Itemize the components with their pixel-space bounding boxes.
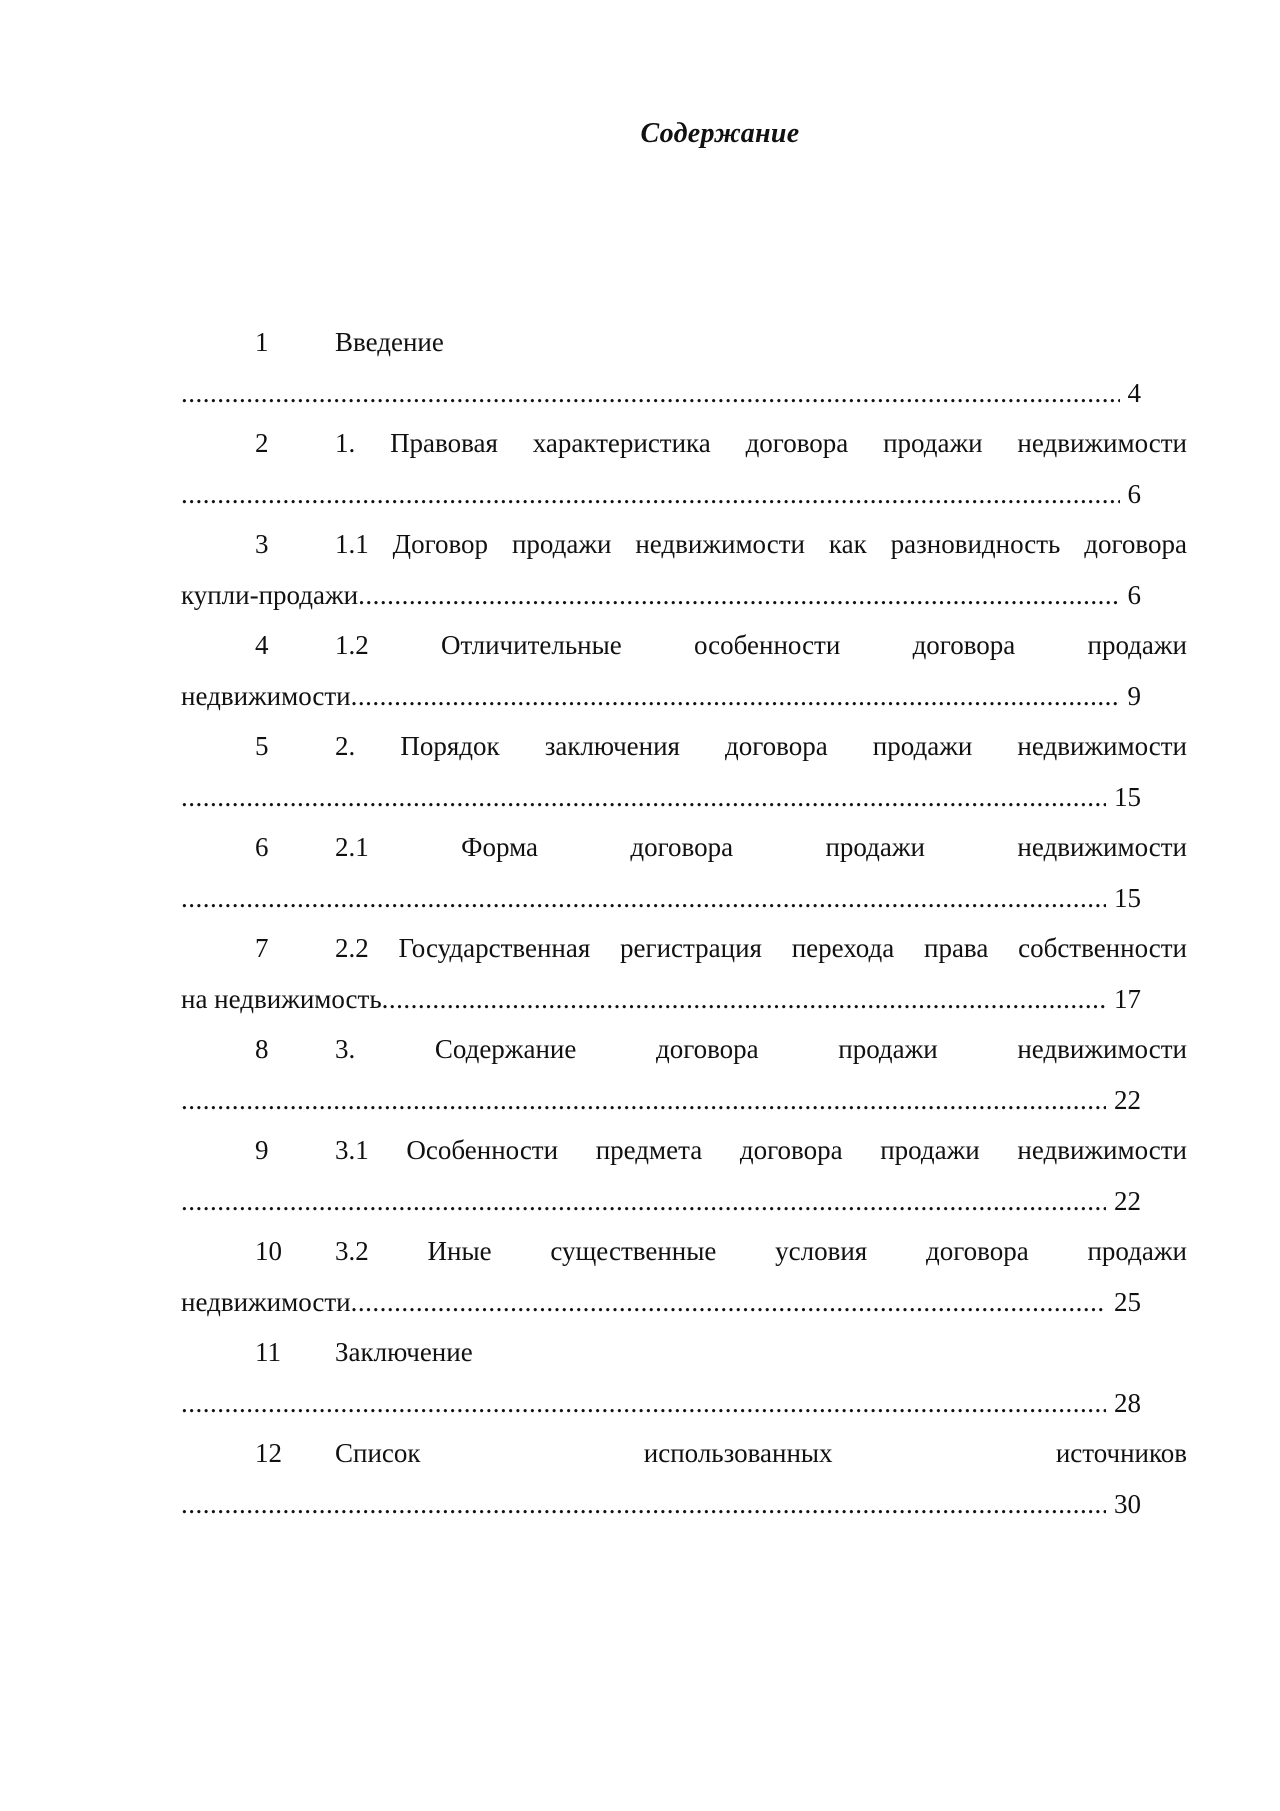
toc-entry-page-number: 9 (1127, 681, 1141, 711)
dot-leader (351, 676, 1120, 726)
toc-entry-heading (335, 423, 1187, 463)
toc-entry-number: 1 (255, 327, 269, 357)
toc-entry-heading (335, 928, 1187, 968)
toc-heading-word: Договор (392, 529, 489, 559)
dot-leader (382, 979, 1106, 1029)
toc-entry-heading (335, 726, 1187, 766)
toc-entry-heading-line (181, 625, 1187, 676)
toc-entry[interactable] (181, 827, 1187, 928)
toc-entry[interactable] (181, 1231, 1187, 1332)
toc-entry[interactable] (181, 1332, 1187, 1433)
toc-heading-word: недвижимости (1017, 731, 1187, 761)
dot-leader (181, 373, 1120, 423)
toc-entry-heading (335, 322, 1187, 362)
toc-entry-heading-line (181, 423, 1187, 474)
toc-heading-word: продажи (883, 428, 983, 458)
toc-heading-word: как (828, 529, 867, 559)
toc-entry[interactable] (181, 726, 1187, 827)
toc-entry-leader-line (181, 979, 1141, 1029)
toc-entry-heading (335, 1433, 1187, 1473)
dot-leader (181, 1181, 1106, 1231)
toc-heading-word: собственности (1018, 933, 1187, 963)
toc-heading-word: недвижимости (635, 529, 805, 559)
toc-entry-page-number: 22 (1114, 1085, 1141, 1115)
toc-entry-continuation: на недвижимость (181, 984, 382, 1014)
toc-entry[interactable] (181, 1433, 1187, 1534)
toc-heading-word: недвижимости (1017, 428, 1187, 458)
toc-entry-page-number: 4 (1127, 378, 1141, 408)
toc-entry-heading (335, 1130, 1187, 1170)
toc-entry-heading-line (181, 928, 1187, 979)
toc-entry-number: 7 (255, 933, 269, 963)
dot-leader (181, 777, 1106, 827)
toc-entry-heading (335, 1332, 1187, 1372)
toc-heading-word: права (924, 933, 989, 963)
toc-entry-heading (335, 524, 1187, 564)
table-of-contents (181, 322, 1187, 1534)
toc-heading-word: продажи (872, 731, 973, 761)
toc-entry-number: 12 (255, 1438, 282, 1468)
toc-heading-word: недвижимости (1017, 1135, 1187, 1165)
toc-entry-heading-line (181, 322, 1187, 373)
toc-entry-number: 4 (255, 630, 269, 660)
toc-heading-word: перехода (791, 933, 895, 963)
toc-heading-word: Введение (335, 327, 444, 357)
toc-entry-heading-line (181, 1029, 1187, 1080)
toc-heading-word: 1.2 (335, 630, 369, 660)
toc-heading-word: Правовая (390, 428, 498, 458)
page-title: Содержание (640, 118, 800, 149)
toc-heading-word: существенные (550, 1236, 717, 1266)
toc-heading-word: 2.2 (335, 933, 369, 963)
toc-entry-heading-line (181, 524, 1187, 575)
toc-heading-word: Форма (461, 832, 538, 862)
toc-entry-page-number: 15 (1114, 883, 1141, 913)
toc-heading-word: предмета (595, 1135, 703, 1165)
toc-heading-word: Заключение (335, 1337, 473, 1367)
toc-entry-heading-line (181, 1231, 1187, 1282)
toc-entry[interactable] (181, 1130, 1187, 1231)
toc-entry[interactable] (181, 322, 1187, 423)
dot-leader (181, 1080, 1106, 1130)
toc-heading-word: недвижимости (1017, 832, 1187, 862)
toc-entry-leader-line (181, 373, 1141, 423)
toc-entry-number: 6 (255, 832, 269, 862)
toc-heading-word: продажи (1087, 630, 1187, 660)
toc-heading-word: договора (745, 428, 849, 458)
toc-entry-heading (335, 1029, 1187, 1069)
toc-entry-heading (335, 625, 1187, 665)
toc-entry-page-number: 6 (1127, 580, 1141, 610)
toc-entry-heading-line (181, 1332, 1187, 1383)
toc-heading-word: использованных (643, 1438, 833, 1468)
toc-heading-word: договора (1084, 529, 1187, 559)
toc-entry-leader-line (181, 474, 1141, 524)
toc-entry-leader-line (181, 575, 1141, 625)
toc-heading-word: 2.1 (335, 832, 369, 862)
toc-entry[interactable] (181, 423, 1187, 524)
toc-heading-word: Государственная (398, 933, 591, 963)
toc-entry-leader-line (181, 878, 1141, 928)
toc-entry[interactable] (181, 1029, 1187, 1130)
dot-leader (181, 878, 1106, 928)
toc-entry-leader-line (181, 1282, 1141, 1332)
toc-entry-number: 8 (255, 1034, 269, 1064)
toc-heading-word: продажи (1087, 1236, 1187, 1266)
toc-heading-word: 2. (335, 731, 356, 761)
toc-heading-word: договора (739, 1135, 843, 1165)
toc-entry-number: 10 (255, 1236, 282, 1266)
toc-heading-word: 3.1 (335, 1135, 369, 1165)
toc-entry-continuation: купли-продажи (181, 580, 359, 610)
toc-entry-page-number: 25 (1114, 1287, 1141, 1317)
toc-entry-page-number: 28 (1114, 1388, 1141, 1418)
toc-entry-leader-line (181, 1181, 1141, 1231)
toc-entry-page-number: 6 (1127, 479, 1141, 509)
toc-heading-word: договора (912, 630, 1016, 660)
dot-leader (181, 474, 1120, 524)
toc-entry-number: 5 (255, 731, 269, 761)
toc-heading-word: 3. (335, 1034, 356, 1064)
toc-heading-word: 1.1 (335, 529, 369, 559)
toc-heading-word: особенности (693, 630, 841, 660)
toc-heading-word: регистрация (620, 933, 762, 963)
toc-heading-word: договора (926, 1236, 1029, 1266)
toc-entry[interactable] (181, 625, 1187, 726)
toc-entry-number: 9 (255, 1135, 269, 1165)
dot-leader (358, 575, 1119, 625)
toc-entry-number: 3 (255, 529, 269, 559)
toc-entry[interactable] (181, 928, 1187, 1029)
toc-heading-word: договора (630, 832, 734, 862)
toc-heading-word: заключения (544, 731, 680, 761)
toc-entry-heading (335, 827, 1187, 867)
toc-heading-word: 3.2 (335, 1236, 369, 1266)
toc-heading-word: характеристика (532, 428, 711, 458)
toc-heading-word: продажи (838, 1034, 938, 1064)
toc-heading-word: недвижимости (1017, 1034, 1187, 1064)
toc-heading-word: Порядок (400, 731, 500, 761)
toc-heading-word: договора (655, 1034, 759, 1064)
toc-entry-heading-line (181, 1433, 1187, 1484)
toc-entry-page-number: 22 (1114, 1186, 1141, 1216)
toc-heading-word: Отличительные (441, 630, 622, 660)
toc-entry-page-number: 15 (1114, 782, 1141, 812)
toc-entry-leader-line (181, 676, 1141, 726)
toc-heading-word: договора (725, 731, 828, 761)
toc-entry[interactable] (181, 524, 1187, 625)
toc-entry-heading (335, 1231, 1187, 1271)
toc-heading-word: условия (775, 1236, 868, 1266)
toc-entry-heading-line (181, 1130, 1187, 1181)
toc-heading-word: Содержание (434, 1034, 577, 1064)
toc-entry-leader-line (181, 777, 1141, 827)
toc-entry-leader-line (181, 1080, 1141, 1130)
toc-heading-word: Особенности (406, 1135, 559, 1165)
toc-entry-continuation: недвижимости (181, 681, 351, 711)
toc-entry-number: 11 (255, 1337, 281, 1367)
toc-heading-word: Список (335, 1438, 421, 1468)
toc-entry-heading-line (181, 827, 1187, 878)
toc-heading-word: источников (1055, 1438, 1187, 1468)
toc-entry-heading-line (181, 726, 1187, 777)
dot-leader (181, 1383, 1106, 1433)
toc-heading-word: Иные (427, 1236, 492, 1266)
toc-heading-word: продажи (880, 1135, 980, 1165)
toc-heading-word: продажи (511, 529, 612, 559)
toc-heading-word: разновидность (890, 529, 1061, 559)
toc-heading-word: 1. (335, 428, 356, 458)
toc-entry-page-number: 30 (1114, 1489, 1141, 1519)
toc-entry-leader-line (181, 1484, 1141, 1534)
toc-entry-number: 2 (255, 428, 269, 458)
dot-leader (351, 1282, 1106, 1332)
dot-leader (181, 1484, 1106, 1534)
toc-entry-continuation: недвижимости (181, 1287, 351, 1317)
toc-entry-page-number: 17 (1114, 984, 1141, 1014)
toc-entry-leader-line (181, 1383, 1141, 1433)
toc-heading-word: продажи (825, 832, 925, 862)
